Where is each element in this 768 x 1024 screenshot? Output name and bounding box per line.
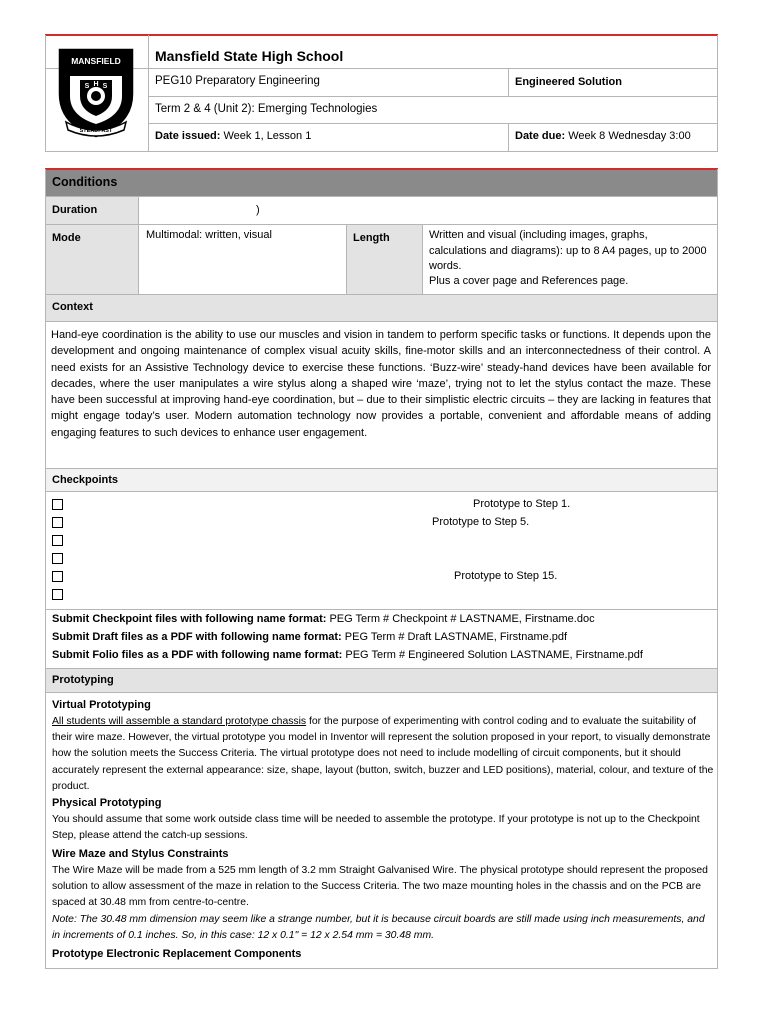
length-line-3: words. [429, 260, 462, 272]
wire-maze-heading: Wire Maze and Stylus Constraints [52, 848, 229, 860]
checkpoints-label: Checkpoints [52, 474, 119, 486]
virtual-underlined-text: All students will assemble a standard prototype chassis [52, 716, 307, 727]
components-heading: Prototype Electronic Replacement Components [52, 948, 302, 960]
duration-value: ) [256, 204, 260, 216]
checkpoint-checkbox-6[interactable] [52, 589, 63, 600]
date-due-value: Week 8 Wednesday 3:00 [568, 130, 691, 142]
crest-letter-2: H [93, 81, 99, 88]
mode-label: Mode [52, 232, 81, 244]
crest-motto: STEADFAST [79, 128, 113, 134]
prototyping-label: Prototyping [52, 674, 114, 686]
date-due-label: Date due: [515, 130, 566, 142]
conditions-title: Conditions [52, 175, 118, 189]
submit-checkpoint-value: PEG Term # Checkpoint # LASTNAME, Firstname.doc [329, 613, 595, 625]
checkpoint-checkbox-5[interactable] [52, 571, 63, 582]
submit-draft-label: Submit Draft files as a PDF with following name format: [52, 631, 342, 643]
submit-draft [52, 630, 567, 645]
date-issued-value: Week 1, Lesson 1 [223, 130, 312, 142]
submit-folio-label: Submit Folio files as a PDF with following name format: [52, 649, 343, 661]
length-label: Length [353, 232, 390, 244]
submit-checkpoint-label: Submit Checkpoint files with following name format: [52, 613, 327, 625]
note-italic: Note: The 30.48 mm dimension may seem like a strange number, but it is because circuit boards are still made using inch measurements, and in increments of 0.1 inches. So, in this case: 12 x 0.1" = 12 x 2.54 mm = 30.48 mm. [52, 914, 705, 942]
date-issued [155, 129, 311, 144]
crest-letter-1: S [84, 83, 90, 90]
length-line-1: Written and visual (including images, graphs, [429, 229, 648, 241]
checkpoint-checkbox-2[interactable] [52, 517, 63, 528]
note-text [52, 912, 714, 944]
virtual-prototyping-heading: Virtual Prototyping [52, 699, 151, 711]
context-text: Hand-eye coordination is the ability to use our muscles and vision in tandem to perform specific tasks or functions. It depends upon the development and ongoing maintenance of complex visual acuity skills, fine-motor skills and an interconnectedness of their control. A need exists for an Assistive Technology device to exercise these functions. ‘Buzz-wire’ steady-hand devices have been available for decades, where the user manipulates a wire stylus along a shaped wire ‘maze’, trying not to let the stylus contact the maze. These have been successful at improving hand-eye coordination, but – due to their simplistic electric circuits – they are lacking in features that might engage today’s user. Modern automation technology now provides a portable, convenient and affordable means of adding engaging features to such devices to enhance user engagement. [51, 329, 711, 439]
virtual-prototyping-text [52, 714, 714, 795]
checkpoint-checkbox-3[interactable] [52, 535, 63, 546]
crest-letter-3: S [102, 83, 108, 90]
physical-prototyping-text: You should assume that some work outside class time will be needed to assemble the prototype. If your prototype is not up to the Checkpoint Step, please attend the catch-up sessions. [52, 814, 700, 842]
date-issued-label: Date issued: [155, 130, 221, 142]
length-line-4: Plus a cover page and References page. [429, 275, 629, 287]
context-label: Context [52, 301, 93, 313]
submit-draft-value: PEG Term # Draft LASTNAME, Firstname.pdf [344, 631, 568, 643]
date-due [515, 129, 691, 144]
submit-folio-value: PEG Term # Engineered Solution LASTNAME, Firstname.pdf [345, 649, 643, 661]
checkpoint-checkbox-1[interactable] [52, 499, 63, 510]
checkpoint-item-5: Prototype to Step 15. [454, 570, 558, 582]
physical-prototyping-heading: Physical Prototyping [52, 797, 162, 809]
conditions-header-bar [45, 169, 718, 196]
checkpoint-item-1: Prototype to Step 1. [473, 498, 571, 510]
subject-name: PEG10 Preparatory Engineering [155, 75, 320, 87]
school-name: Mansfield State High School [155, 48, 344, 64]
length-line-2: calculations and diagrams): up to 8 A4 pages, up to 2000 [429, 245, 707, 257]
wire-maze-text: The Wire Maze will be made from a 525 mm length of 3.2 mm Straight Galvanised Wire. The physical prototype should represent the proposed solution to allow assessment of the maze in relation to the Success Criteria. The two maze mounting holes in the chassis and on the PCB are spaced at 30.48 mm from centre-to-centre. [52, 865, 708, 909]
virtual-rest-text: for the purpose of experimenting with control coding and to evaluate the suitability of their wire maze. However, the virtual prototype you model in Inventor will represent the solution proposed in your report, to visually demonstrate how the solution meets the Success Criteria. The virtual prototype does not need to include modelling of circuit components, but it should accurately represent the external appearance: size, shape, layout (button, switch, buzzer and LED positions), material, colour, and texture of the product. [52, 716, 714, 792]
crest-top-text: MANSFIELD [71, 56, 121, 66]
submit-checkpoint [52, 612, 595, 627]
duration-label: Duration [52, 204, 98, 216]
checkpoint-checkbox-4[interactable] [52, 553, 63, 564]
mode-value: Multimodal: written, visual [146, 229, 272, 241]
school-crest-logo [56, 46, 136, 138]
term-unit: Term 2 & 4 (Unit 2): Emerging Technologies [155, 103, 378, 115]
submit-folio [52, 648, 643, 663]
checkpoint-item-2: Prototype to Step 5. [432, 516, 530, 528]
task-type: Engineered Solution [515, 76, 622, 88]
